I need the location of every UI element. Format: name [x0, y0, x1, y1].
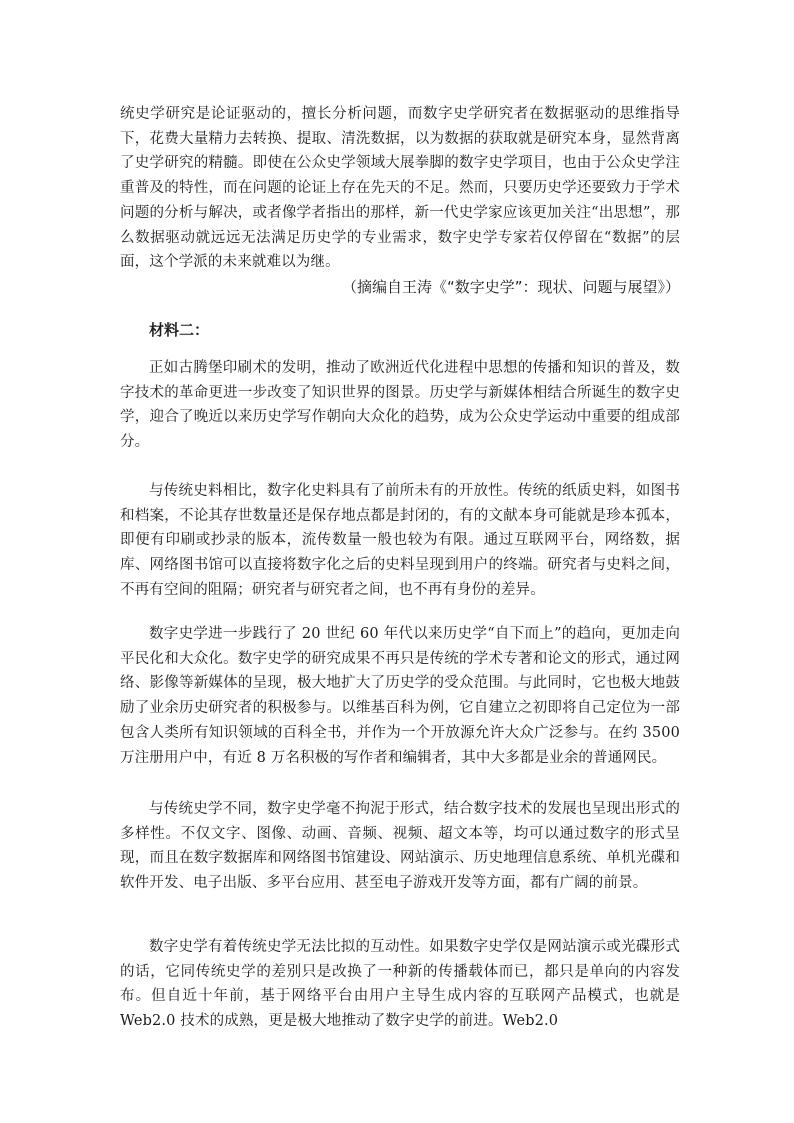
source-citation: （摘编自王涛《“数字史学”：现状、问题与展望》）: [341, 278, 680, 296]
paragraph-5: 数字史学有着传统史学无法比拟的互动性。如果数字史学仅是网站演示或光碟形式的话，它同传统史学的差别只是改换了一种新的传播载体而已，都只是单向的内容发布。但自近十年前，基于网络平台由用户主导生成内容的互联网产品模式，也就是 Web2.0 技术的成熟，更是极大地推动了数字史学的前进。Web2.0: [120, 939, 680, 1030]
paragraph-2: 与传统史料相比，数字化史料具有了前所未有的开放性。传统的纸质史料，如图书和档案，不论其存世数量还是保存地点都是封闭的，有的文献本身可能就是珍本孤本，即便有印刷或抄录的版本，流传数量一般也较为有限。通过互联网平台，网络数，据库、网络图书馆可以直接将数字化之后的史料呈现到用户的终端。研究者与史料之间，不再有空间的阻隔；研究者与研究者之间，也不再有身份的差异。: [120, 483, 680, 598]
intro-paragraph: 统史学研究是论证驱动的，擅长分析问题，而数字史学研究者在数据驱动的思维指导下，花费大量精力去转换、提取、清洗数据，以为数据的获取就是研究本身，显然背离了史学研究的精髓。即使在公众史学领域大展拳脚的数字史学项目，也由于公众史学注重普及的特性，而在问题的论证上存在先天的不足。然而，只要历史学还要致力于学术问题的分析与解决，或者像学者指出的那样，新一代史学家应该更加关注“出思想”，那么数据驱动就远远无法满足历史学的专业需求，数字史学专家若仅停留在“数据”的层面，这个学派的未来就难以为继。: [120, 106, 680, 271]
section-heading: 材料二：: [149, 321, 210, 339]
paragraph-3: 数字史学进一步践行了 20 世纪 60 年代以来历史学“自下而上”的趋向，更加走向平民化和大众化。数字史学的研究成果不再只是传统的学术专著和论文的形式，通过网络、影像等新媒体的呈现，极大地扩大了历史学的受众范围。与此同时，它也极大地鼓励了业余历史研究者的积极参与。以维基百科为例，它自建立之初即将自己定位为一部包含人类所有知识领域的百科全书，并作为一个开放源允许大众广泛参与。在约 3500 万注册用户中，有近 8 万名积极的写作者和编辑者，其中大多都是业余的普通网民。: [120, 626, 680, 766]
paragraph-4: 与传统史学不同，数字史学毫不拘泥于形式，结合数字技术的发展也呈现出形式的多样性。不仅文字、图像、动画、音频、视频、超文本等，均可以通过数字的形式呈现，而且在数字数据库和网络图书馆建设、网站演示、历史地理信息系统、单机光碟和软件开发、电子出版、多平台应用、甚至电子游戏开发等方面，都有广阔的前景。: [120, 801, 680, 892]
paragraph-1: 正如古腾堡印刷术的发明，推动了欧洲近代化进程中思想的传播和知识的普及，数字技术的革命更进一步改变了知识世界的图景。历史学与新媒体相结合所诞生的数字史学，迎合了晚近以来历史学写作朝向大众化的趋势，成为公众史学运动中重要的组成部分。: [120, 360, 680, 451]
